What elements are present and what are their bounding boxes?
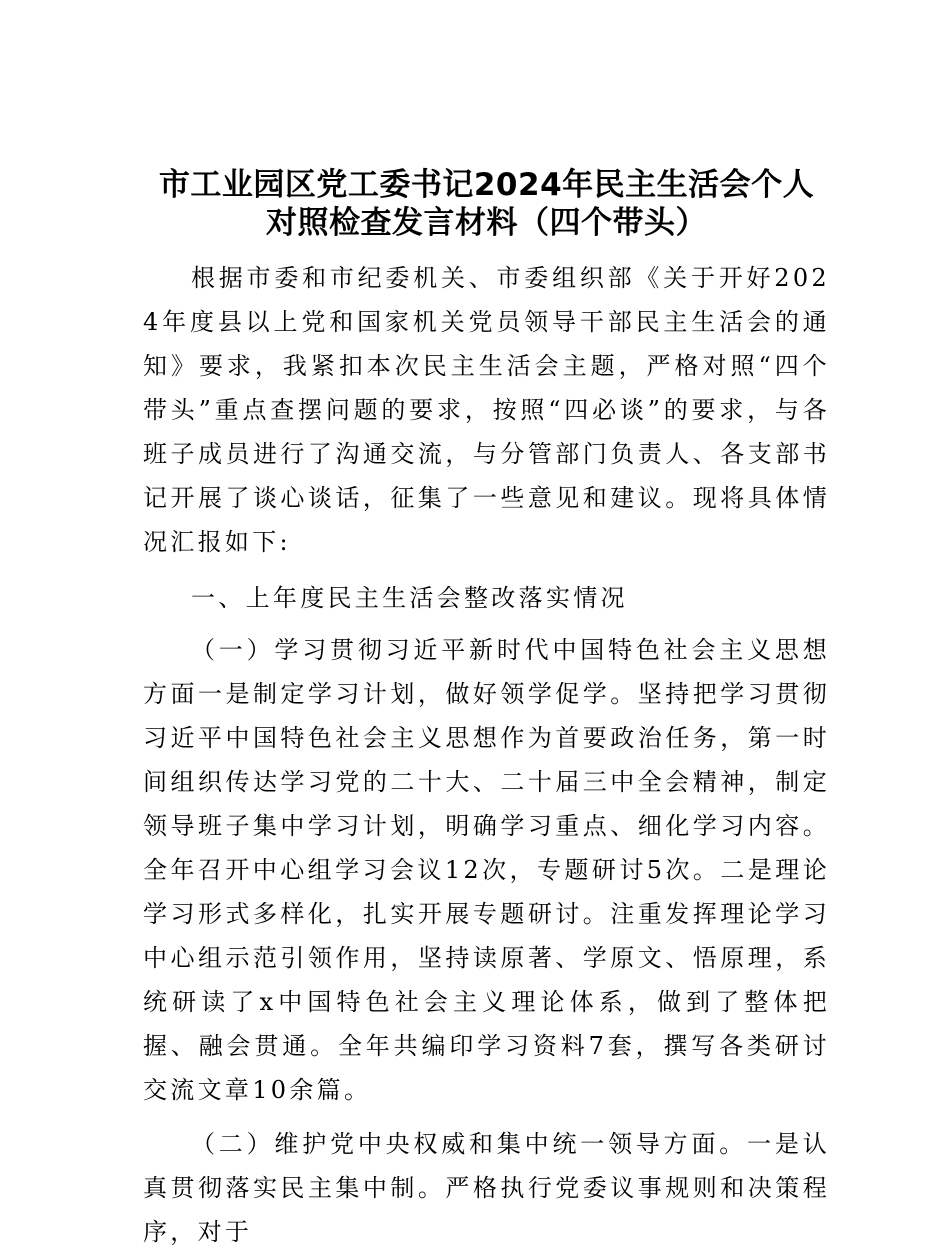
section-heading-1: 一、上年度民主生活会整改落实情况 (191, 584, 628, 612)
title-line-2: 对照检查发言材料（四个带头） (266, 205, 707, 241)
title-line-1: 市工业园区党工委书记2024年民主生活会个人 (158, 167, 815, 203)
document-title (143, 166, 830, 242)
intro-paragraph: 根据市委和市纪委机关、市委组织部《关于开好2024年度县以上党和国家机关党员领导干部民主生活会的通知》要求，我紧扣本次民主生活会主题，严格对照“四个带头”重点查摆问题的要求，按照“四必谈”的要求，与各班子成员进行了沟通交流，与分管部门负责人、各支部书记开展了谈心谈话，征集了一些意见和建议。现将具体情况汇报如下: (143, 264, 830, 556)
subsection-paragraph-1: （一）学习贯彻习近平新时代中国特色社会主义思想方面一是制定学习计划，做好领学促学。坚持把学习贯彻习近平中国特色社会主义思想作为首要政治任务，第一时间组织传达学习党的二十大、二十届三中全会精神，制定领导班子集中学习计划，明确学习重点、细化学习内容。全年召开中心组学习会议12次，专题研讨5次。二是理论学习形式多样化，扎实开展专题研讨。注重发挥理论学习中心组示范引领作用，坚持读原著、学原文、悟原理，系统研读了x中国特色社会主义理论体系，做到了整体把握、融会贯通。全年共编印学习资料7套，撰写各类研讨交流文章10余篇。 (143, 636, 830, 1104)
subsection-paragraph-2: （二）维护党中央权威和集中统一领导方面。一是认真贯彻落实民主集中制。严格执行党委议事规则和决策程序，对于 (143, 1130, 830, 1246)
